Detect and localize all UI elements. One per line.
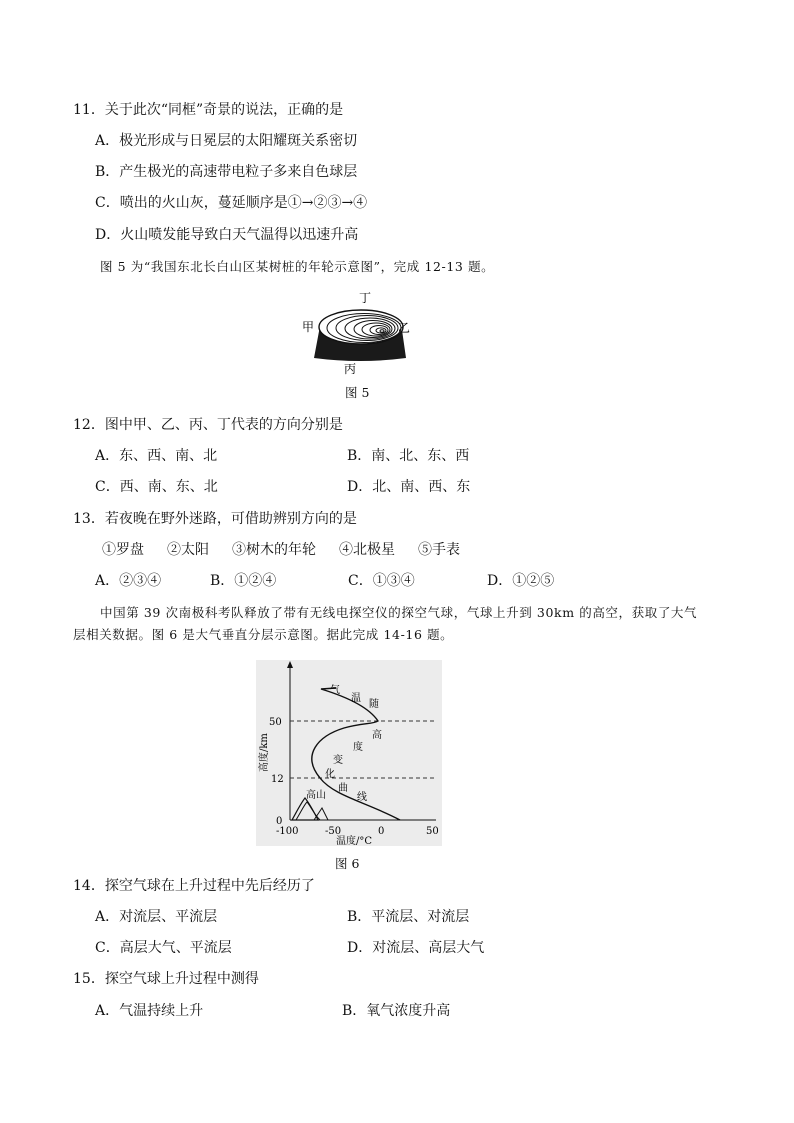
curve-label-char-1: 气 xyxy=(330,685,340,696)
question-14-option-b: B．平流层、对流层 xyxy=(347,909,470,925)
question-15-option-b: B．氧气浓度升高 xyxy=(342,1003,451,1019)
figure-6-caption: 图 6 xyxy=(335,856,360,871)
x-tick-minus-50: -50 xyxy=(325,826,342,837)
question-11-option-c: C．喷出的火山灰，蔓延顺序是①→②③→④ xyxy=(95,195,368,211)
label-yi: 乙 xyxy=(398,321,411,335)
question-15-stem: 15．探空气球上升过程中测得 xyxy=(73,971,259,987)
y-tick-50: 50 xyxy=(269,717,282,728)
x-tick-minus-100: -100 xyxy=(276,826,299,837)
intro-14-16-line-2: 层相关数据。图 6 是大气垂直分层示意图。据此完成 14-16 题。 xyxy=(73,627,454,642)
curve-label-char-7: 化 xyxy=(325,769,335,780)
curve-label-char-5: 度 xyxy=(353,742,363,753)
curve-label-char-6: 变 xyxy=(333,755,343,766)
intro-14-16-line-1: 中国第 39 次南极科考队释放了带有无线电探空仪的探空气球，气球上升到 30km 的高空，获取了大气 xyxy=(100,605,698,620)
question-12-option-d: D．北、南、西、东 xyxy=(347,479,471,495)
question-11-option-d: D．火山喷发能导致白天气温得以迅速升高 xyxy=(95,227,359,243)
figure-5-caption: 图 5 xyxy=(345,385,370,400)
x-tick-50: 50 xyxy=(426,826,439,837)
question-12-option-b: B．南、北、东、西 xyxy=(347,448,470,464)
question-14-option-c: C．高层大气、平流层 xyxy=(95,940,232,956)
question-11-stem: 11．关于此次“同框”奇景的说法，正确的是 xyxy=(73,102,344,118)
mountain-label: 高山 xyxy=(306,790,326,801)
intro-12-13: 图 5 为“我国东北长白山区某树桩的年轮示意图”，完成 12-13 题。 xyxy=(100,259,495,274)
question-12-option-a: A．东、西、南、北 xyxy=(95,448,218,464)
question-13-option-a: A．②③④ xyxy=(95,573,162,589)
question-13-stem: 13．若夜晚在野外迷路，可借助辨别方向的是 xyxy=(73,511,357,527)
stump-top-face xyxy=(319,310,403,344)
curve-label-char-8: 曲 xyxy=(338,783,348,794)
label-bing: 丙 xyxy=(344,362,357,376)
curve-label-char-2: 温 xyxy=(351,693,361,704)
atmosphere-layer-figure xyxy=(256,660,442,846)
curve-label-char-9: 线 xyxy=(357,792,367,803)
question-14-option-a: A．对流层、平流层 xyxy=(95,909,218,925)
label-ding: 丁 xyxy=(359,291,372,305)
question-11-option-a: A．极光形成与日冕层的太阳耀斑关系密切 xyxy=(95,133,358,149)
label-jia: 甲 xyxy=(302,320,315,334)
question-12-stem: 12．图中甲、乙、丙、丁代表的方向分别是 xyxy=(73,417,343,433)
question-13-option-d: D．①②⑤ xyxy=(487,573,555,589)
y-tick-12: 12 xyxy=(271,774,284,785)
y-axis-label: 高度/km xyxy=(259,733,270,772)
question-13-option-b: B．①②④ xyxy=(210,573,277,589)
question-13-item-3: ③树木的年轮 xyxy=(232,542,316,558)
question-13-option-c: C．①③④ xyxy=(348,573,415,589)
question-13-item-2: ②太阳 xyxy=(167,542,209,558)
x-tick-0: 0 xyxy=(378,826,385,837)
question-14-option-d: D．对流层、高层大气 xyxy=(347,940,485,956)
tree-stump-figure xyxy=(290,284,430,376)
question-13-item-4: ④北极星 xyxy=(339,542,395,558)
figure-background xyxy=(256,660,442,846)
question-12-option-c: C．西、南、东、北 xyxy=(95,479,218,495)
curve-label-char-4: 高 xyxy=(372,730,382,741)
x-axis-label: 温度/°C xyxy=(336,836,373,846)
question-14-stem: 14．探空气球在上升过程中先后经历了 xyxy=(73,878,315,894)
question-13-item-1: ①罗盘 xyxy=(102,542,144,558)
question-11-option-b: B．产生极光的高速带电粒子多来自色球层 xyxy=(95,164,358,180)
curve-label-char-3: 随 xyxy=(369,699,379,710)
y-tick-0: 0 xyxy=(276,816,283,827)
question-15-option-a: A．气温持续上升 xyxy=(95,1003,204,1019)
question-13-item-5: ⑤手表 xyxy=(418,542,460,558)
